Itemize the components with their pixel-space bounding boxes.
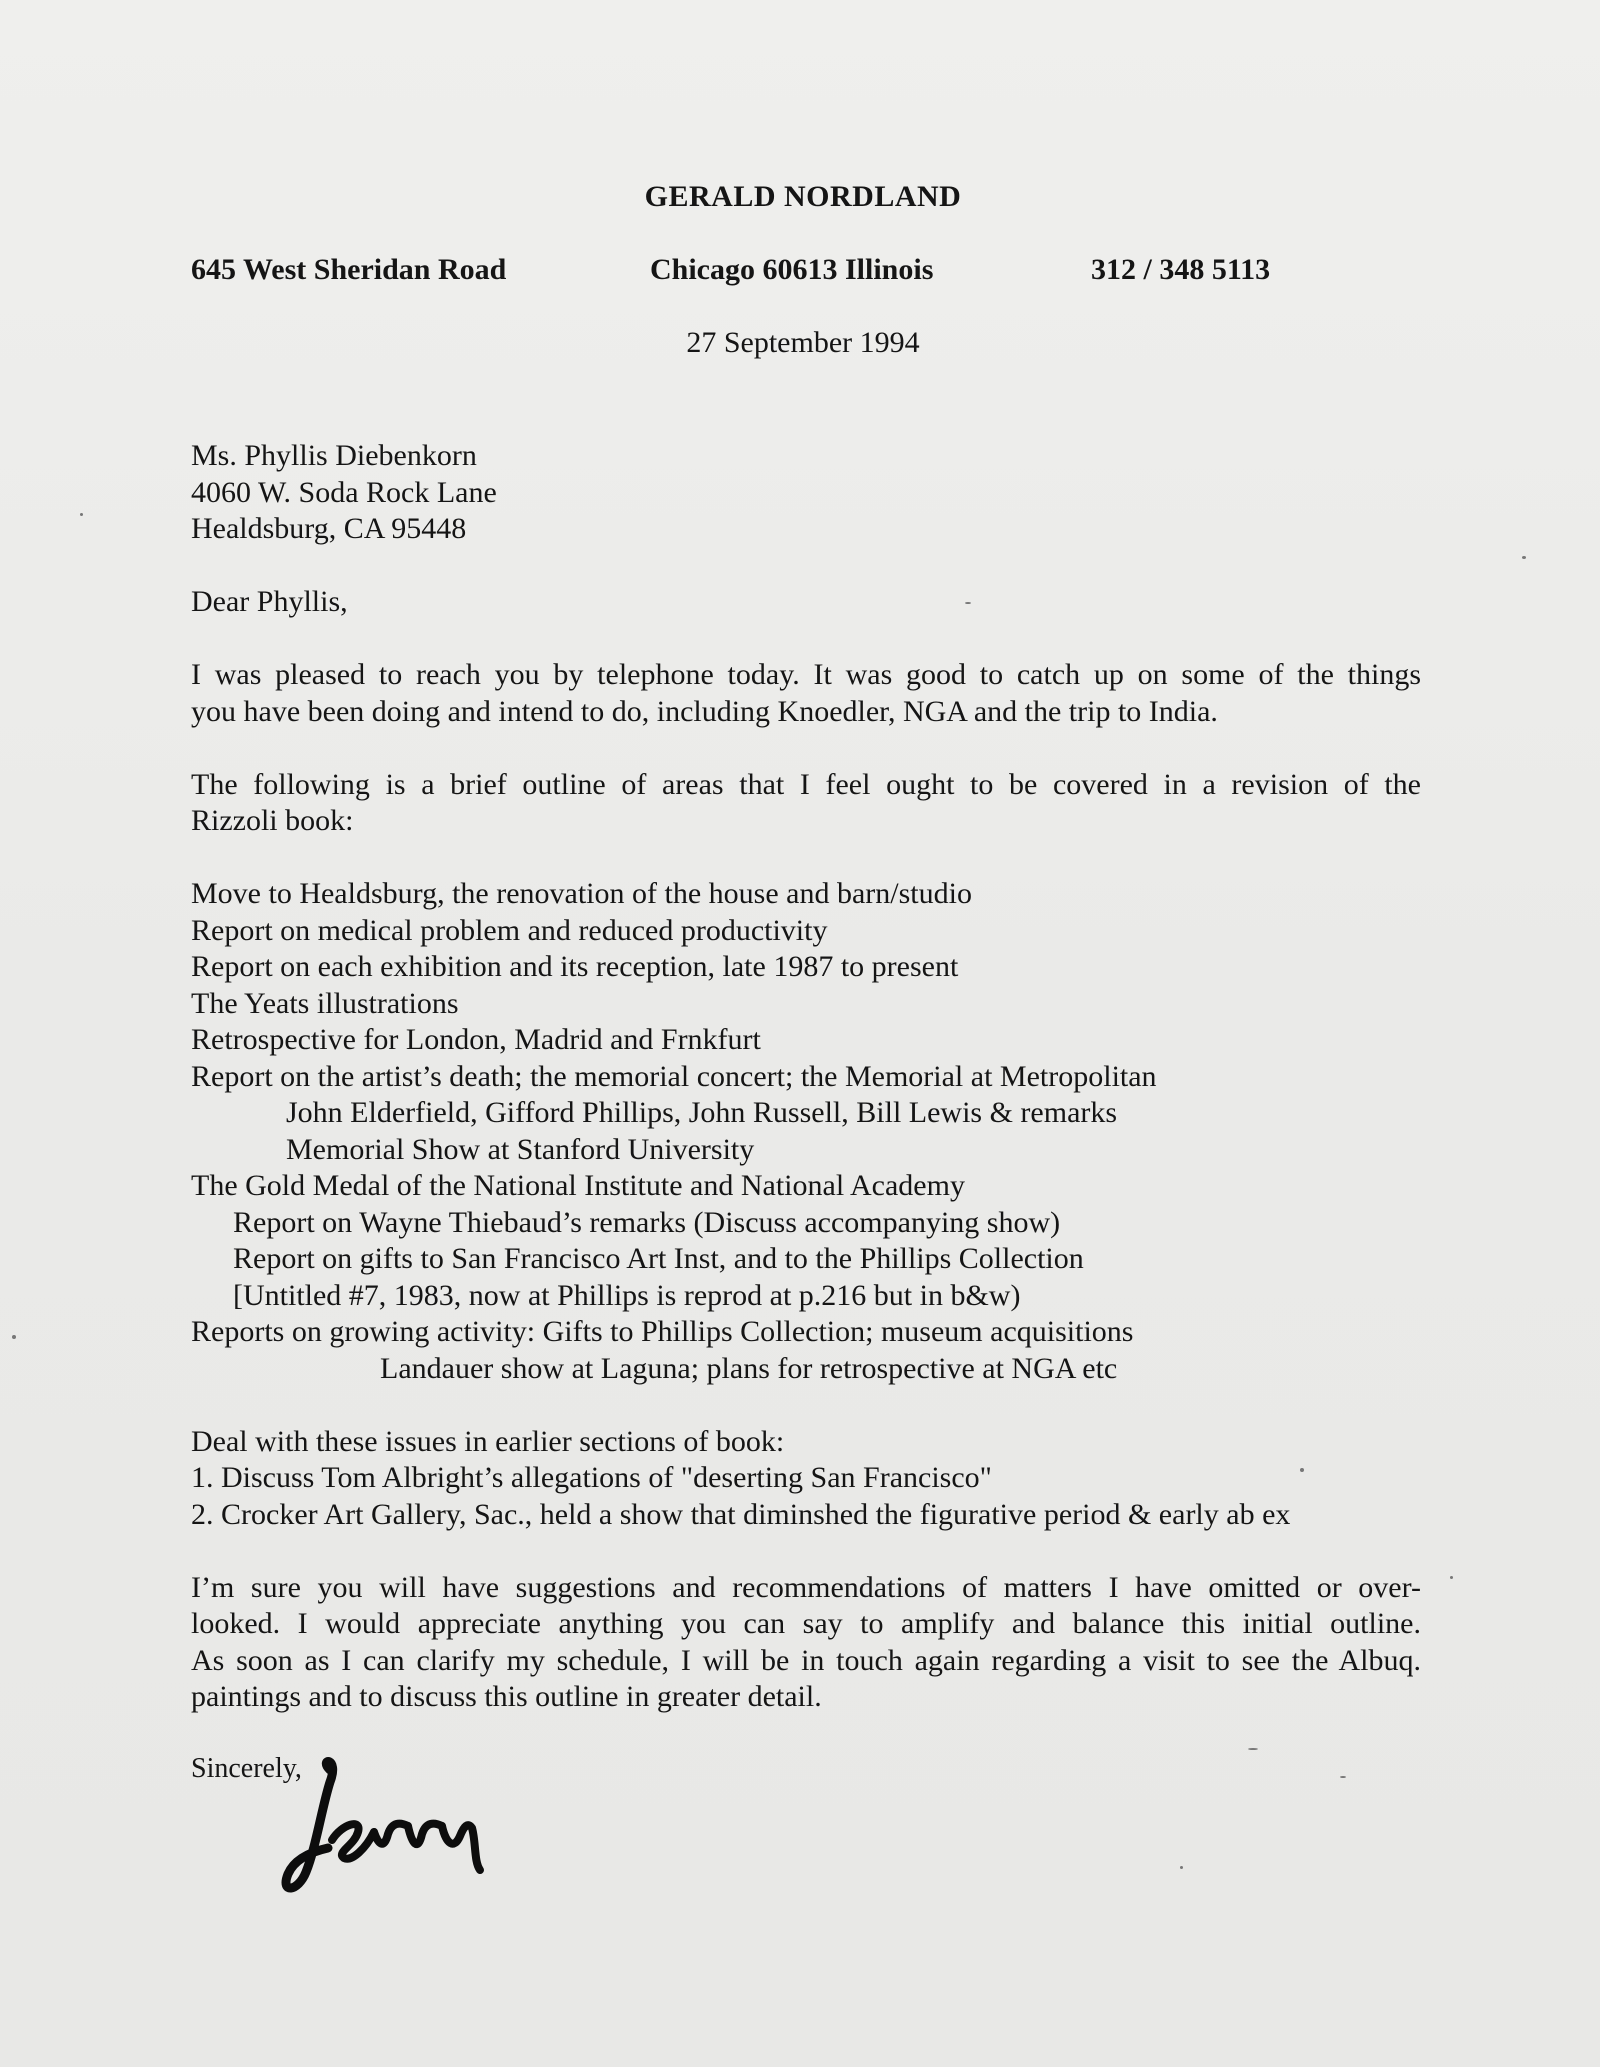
recipient-city: Healdsburg, CA 95448 xyxy=(191,512,467,545)
paragraph-3-line-4: paintings and to discuss this outline in greater detail. xyxy=(191,1680,822,1713)
outline-subitem: [Untitled #7, 1983, now at Phillips is reprod at p.216 but in b&w) xyxy=(233,1278,1021,1312)
outline-item: Retrospective for London, Madrid and Frnkfurt xyxy=(191,1023,761,1056)
letterhead-street: 645 West Sheridan Road xyxy=(191,253,507,286)
paragraph-1-line-1: I was pleased to reach you by telephone today. It was good to catch up on some of the things xyxy=(191,658,1421,691)
letterhead-phone: 312 / 348 5113 xyxy=(1091,253,1271,286)
outline-item: Report on medical problem and reduced productivity xyxy=(191,913,828,947)
paragraph-2-line-2: Rizzoli book: xyxy=(191,804,354,837)
outline-item: Move to Healdsburg, the renovation of the house and barn/studio xyxy=(191,877,972,910)
closing: Sincerely, xyxy=(191,1753,302,1784)
outline-subitem: John Elderfield, Gifford Phillips, John Russell, Bill Lewis & remarks xyxy=(286,1096,1118,1129)
outline-item: Reports on growing activity: Gifts to Phillips Collection; museum acquisitions xyxy=(191,1315,1134,1348)
recipient-street: 4060 W. Soda Rock Lane xyxy=(191,475,497,509)
letter-body xyxy=(191,438,1421,1716)
letterhead-name: GERALD NORDLAND xyxy=(644,180,962,213)
paragraph-1-line-2: you have been doing and intend to do, including Knoedler, NGA and the trip to India. xyxy=(191,694,1218,728)
issues-intro: Deal with these issues in earlier sections of book: xyxy=(191,1424,785,1458)
outline-item: Report on each exhibition and its reception, late 1987 to present xyxy=(191,950,959,983)
signature xyxy=(270,1752,530,1902)
issues-item: 2. Crocker Art Gallery, Sac., held a show that diminshed the figurative period & early ab ex xyxy=(191,1497,1291,1531)
recipient-name: Ms. Phyllis Diebenkorn xyxy=(191,439,477,472)
paragraph-3-line-2: looked. I would appreciate anything you can say to amplify and balance this initial outline. xyxy=(191,1607,1421,1640)
paragraph-3-line-1: I’m sure you will have suggestions and recommendations of matters I have omitted or over- xyxy=(191,1570,1421,1604)
outline-subitem: Report on Wayne Thiebaud’s remarks (Discuss accompanying show) xyxy=(233,1205,1061,1239)
outline-subitem: Memorial Show at Stanford University xyxy=(286,1132,755,1166)
letterhead-city: Chicago 60613 Illinois xyxy=(650,253,934,286)
outline-subitem: Landauer show at Laguna; plans for retrospective at NGA etc xyxy=(380,1351,1118,1385)
issues-item: 1. Discuss Tom Albright’s allegations of "deserting San Francisco" xyxy=(191,1461,992,1494)
outline-item: Report on the artist’s death; the memorial concert; the Memorial at Metropolitan xyxy=(191,1059,1157,1093)
salutation: Dear Phyllis, xyxy=(191,585,348,618)
outline-item: The Yeats illustrations xyxy=(191,986,459,1020)
outline-subitem: Report on gifts to San Francisco Art Inst, and to the Phillips Collection xyxy=(233,1242,1084,1275)
paragraph-3-line-3: As soon as I can clarify my schedule, I will be in touch again regarding a visit to see the Albuq. xyxy=(191,1643,1421,1677)
letter-date: 27 September 1994 xyxy=(686,326,920,359)
outline-item: The Gold Medal of the National Institute and National Academy xyxy=(191,1169,965,1202)
paragraph-2-line-1: The following is a brief outline of areas that I feel ought to be covered in a revision of the xyxy=(191,767,1421,801)
